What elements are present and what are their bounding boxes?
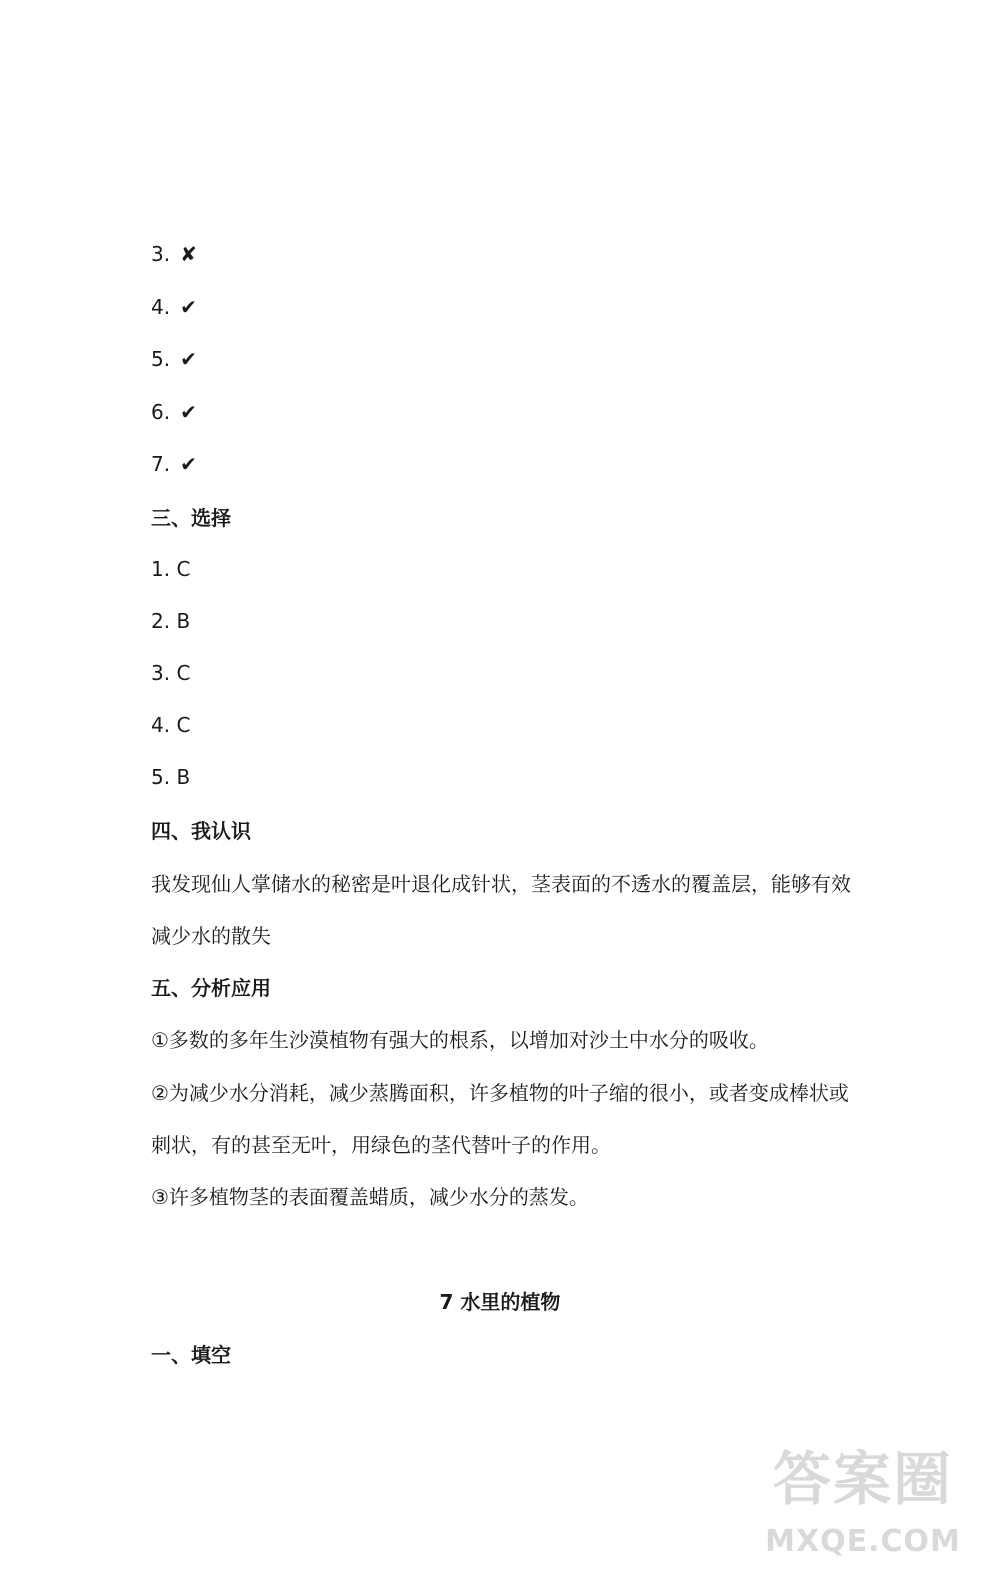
- watermark-logo: [748, 1444, 978, 1562]
- judgment-item-4: [151, 293, 197, 321]
- check-mark-icon: ✔: [180, 347, 197, 371]
- choice-answer: 2. B: [151, 609, 191, 633]
- cross-mark-icon: ✘: [180, 242, 197, 266]
- paragraph-line: ①多数的多年生沙漠植物有强大的根系，以增加对沙土中水分的吸收。: [151, 1028, 769, 1052]
- item-number: 3.: [151, 242, 171, 266]
- choice-answer: 4. C: [151, 713, 191, 737]
- item-number: 6.: [151, 400, 171, 424]
- judgment-item-3: [151, 240, 197, 268]
- lesson-title: 7 水里的植物: [439, 1290, 561, 1314]
- section-heading-recognize: 四、我认识: [151, 819, 251, 843]
- check-mark-icon: ✔: [180, 452, 197, 476]
- choice-answer: 3. C: [151, 661, 191, 685]
- paragraph-line: ③许多植物茎的表面覆盖蜡质，减少水分的蒸发。: [151, 1185, 589, 1209]
- judgment-item-7: [151, 450, 197, 478]
- choice-answer: 1. C: [151, 557, 191, 581]
- item-number: 7.: [151, 452, 171, 476]
- paragraph-line: 减少水的散失: [151, 924, 271, 948]
- check-mark-icon: ✔: [180, 295, 197, 319]
- section-heading-analysis: 五、分析应用: [151, 976, 271, 1000]
- check-mark-icon: ✔: [180, 400, 197, 424]
- item-number: 4.: [151, 295, 171, 319]
- watermark-url: MXQE.COM: [765, 1524, 961, 1559]
- section-heading-fill-blank: 一、填空: [151, 1343, 231, 1367]
- choice-answer: 5. B: [151, 765, 191, 789]
- item-number: 5.: [151, 347, 171, 371]
- judgment-item-6: [151, 398, 197, 426]
- watermark-text: 答案圈: [772, 1445, 953, 1513]
- paragraph-line: 我发现仙人掌储水的秘密是叶退化成针状，茎表面的不透水的覆盖层，能够有效: [151, 872, 851, 896]
- paragraph-line: ②为减少水分消耗，减少蒸腾面积，许多植物的叶子缩的很小，或者变成棒状或: [151, 1081, 849, 1105]
- paragraph-line: 刺状，有的甚至无叶，用绿色的茎代替叶子的作用。: [151, 1133, 611, 1157]
- judgment-item-5: [151, 345, 197, 373]
- section-heading-choice: 三、选择: [151, 506, 231, 530]
